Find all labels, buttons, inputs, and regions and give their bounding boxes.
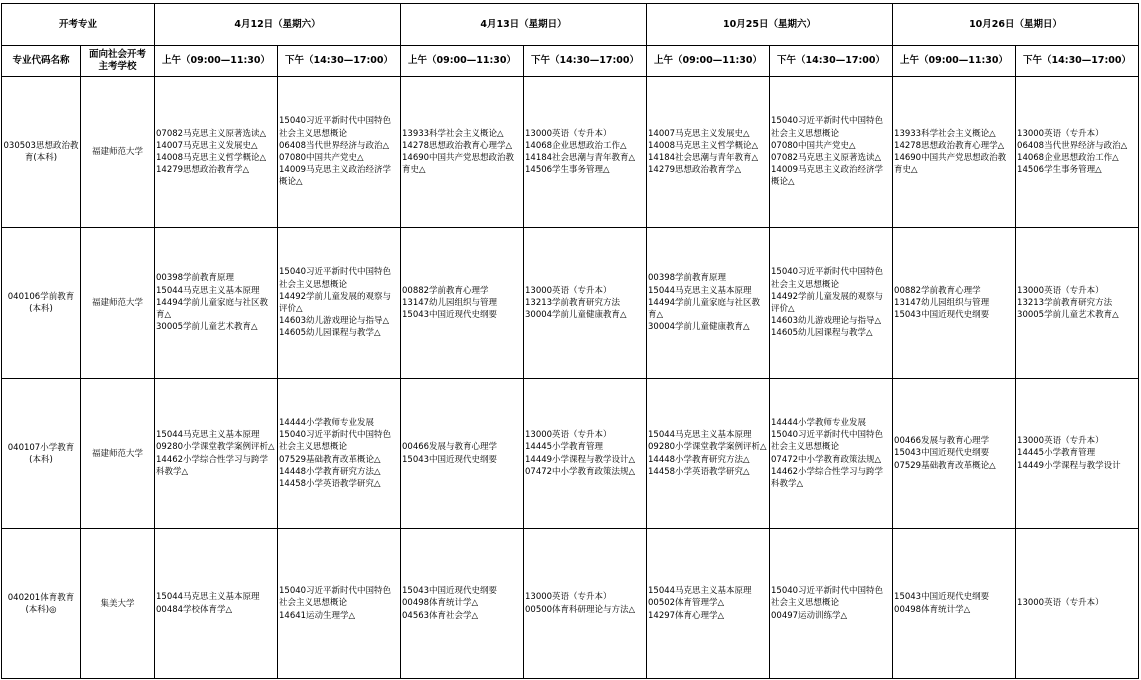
exam-cell: 15040习近平新时代中国特色社会主义思想概论 06408当代世界经济与政治△ 07080中国共产党史△ 14009马克思主义政治经济学概论△ [278, 77, 401, 228]
kaokao-zhuanye-header: 开考专业 [2, 4, 155, 46]
code-name-header: 专业代码名称 [2, 46, 81, 77]
table-row [2, 228, 1139, 379]
header-row-sessions [2, 46, 1139, 77]
session-header-am: 上午（09:00—11:30） [647, 46, 770, 77]
exam-cell: 15044马克思主义基本原理 00502体育管理学△ 14297体育心理学△ [647, 529, 770, 679]
school-header: 面向社会开考 主考学校 [81, 46, 155, 77]
exam-cell: 15040习近平新时代中国特色社会主义思想概论 14492学前儿童发展的观察与评价△ 14603幼儿游戏理论与指导△ 14605幼儿园课程与教学△ [770, 228, 893, 379]
session-header-am: 上午（09:00—11:30） [155, 46, 278, 77]
session-header-pm: 下午（14:30—17:00） [1016, 46, 1139, 77]
exam-cell: 15040习近平新时代中国特色社会主义思想概论 14492学前儿童发展的观察与评价△ 14603幼儿游戏理论与指导△ 14605幼儿园课程与教学△ [278, 228, 401, 379]
exam-cell: 13000英语（专升本） 13213学前教育研究方法 30004学前儿童健康教育△ [524, 228, 647, 379]
exam-cell: 13000英语（专升本） [1016, 529, 1139, 679]
exam-cell: 00398学前教育原理 15044马克思主义基本原理 14494学前儿童家庭与社区教育△ 30005学前儿童艺术教育△ [155, 228, 278, 379]
exam-cell: 00882学前教育心理学 13147幼儿园组织与管理 15043中国近现代史纲要 [893, 228, 1016, 379]
major-code-name: 040106学前教育(本科) [2, 228, 81, 379]
exam-cell: 13000英语（专升本） 00500体育科研理论与方法△ [524, 529, 647, 679]
session-header-pm: 下午（14:30—17:00） [770, 46, 893, 77]
date-header-apr13: 4月13日（星期日） [401, 4, 647, 46]
exam-cell: 15043中国近现代史纲要 00498体育统计学△ 04563体育社会学△ [401, 529, 524, 679]
exam-cell: 13000英语（专升本） 14068企业思想政治工作△ 14184社会思潮与青年教育△ 14506学生事务管理△ [524, 77, 647, 228]
exam-cell: 15044马克思主义基本原理 00484学校体育学△ [155, 529, 278, 679]
exam-cell: 13933科学社会主义概论△ 14278思想政治教育心理学△ 14690中国共产党思想政治教育史△ [893, 77, 1016, 228]
exam-cell: 15044马克思主义基本原理 09280小学课堂教学案例评析△ 14448小学教育研究方法△ 14458小学英语教学研究△ [647, 379, 770, 529]
exam-cell: 00466发展与教育心理学 15043中国近现代史纲要 [401, 379, 524, 529]
table-row [2, 77, 1139, 228]
exam-cell: 15043中国近现代史纲要 00498体育统计学△ [893, 529, 1016, 679]
exam-cell: 15044马克思主义基本原理 09280小学课堂教学案例评析△ 14462小学综合性学习与跨学科教学△ [155, 379, 278, 529]
exam-schedule-table [1, 3, 1139, 679]
exam-cell: 13000英语（专升本） 13213学前教育研究方法 30005学前儿童艺术教育△ [1016, 228, 1139, 379]
header-row-dates [2, 4, 1139, 46]
exam-cell: 14007马克思主义发展史△ 14008马克思主义哲学概论△ 14184社会思潮与青年教育△ 14279思想政治教育学△ [647, 77, 770, 228]
exam-cell: 00398学前教育原理 15044马克思主义基本原理 14494学前儿童家庭与社区教育△ 30004学前儿童健康教育△ [647, 228, 770, 379]
exam-cell: 00466发展与教育心理学 15043中国近现代史纲要 07529基础教育改革概论△ [893, 379, 1016, 529]
major-code-name: 040107小学教育(本科) [2, 379, 81, 529]
exam-cell: 13000英语（专升本） 14445小学教育管理 14449小学课程与教学设计 [1016, 379, 1139, 529]
exam-cell: 15040习近平新时代中国特色社会主义思想概论 07080中国共产党史△ 07082马克思主义原著选读△ 14009马克思主义政治经济学概论△ [770, 77, 893, 228]
session-header-am: 上午（09:00—11:30） [401, 46, 524, 77]
date-header-oct26: 10月26日（星期日） [893, 4, 1139, 46]
table-row [2, 529, 1139, 679]
exam-cell: 15040习近平新时代中国特色社会主义思想概论 00497运动训练学△ [770, 529, 893, 679]
exam-cell: 07082马克思主义原著选读△ 14007马克思主义发展史△ 14008马克思主义哲学概论△ 14279思想政治教育学△ [155, 77, 278, 228]
session-header-pm: 下午（14:30—17:00） [524, 46, 647, 77]
major-code-name: 040201体育教育(本科)◎ [2, 529, 81, 679]
exam-cell: 15040习近平新时代中国特色社会主义思想概论 14641运动生理学△ [278, 529, 401, 679]
exam-cell: 13000英语（专升本） 06408当代世界经济与政治△ 14068企业思想政治工作△ 14506学生事务管理△ [1016, 77, 1139, 228]
date-header-apr12: 4月12日（星期六） [155, 4, 401, 46]
exam-cell: 00882学前教育心理学 13147幼儿园组织与管理 15043中国近现代史纲要 [401, 228, 524, 379]
exam-cell: 13000英语（专升本） 14445小学教育管理 14449小学课程与教学设计△ 07472中小学教育政策法规△ [524, 379, 647, 529]
session-header-pm: 下午（14:30—17:00） [278, 46, 401, 77]
session-header-am: 上午（09:00—11:30） [893, 46, 1016, 77]
exam-cell: 14444小学教师专业发展 15040习近平新时代中国特色社会主义思想概论 07529基础教育改革概论△ 14448小学教育研究方法△ 14458小学英语教学研究△ [278, 379, 401, 529]
exam-cell: 14444小学教师专业发展 15040习近平新时代中国特色社会主义思想概论 07472中小学教育政策法规△ 14462小学综合性学习与跨学科教学△ [770, 379, 893, 529]
date-header-oct25: 10月25日（星期六） [647, 4, 893, 46]
school-name: 福建师范大学 [81, 379, 155, 529]
school-name: 福建师范大学 [81, 228, 155, 379]
major-code-name: 030503思想政治教育(本科) [2, 77, 81, 228]
table-row [2, 379, 1139, 529]
exam-cell: 13933科学社会主义概论△ 14278思想政治教育心理学△ 14690中国共产党思想政治教育史△ [401, 77, 524, 228]
school-name: 集美大学 [81, 529, 155, 679]
school-name: 福建师范大学 [81, 77, 155, 228]
